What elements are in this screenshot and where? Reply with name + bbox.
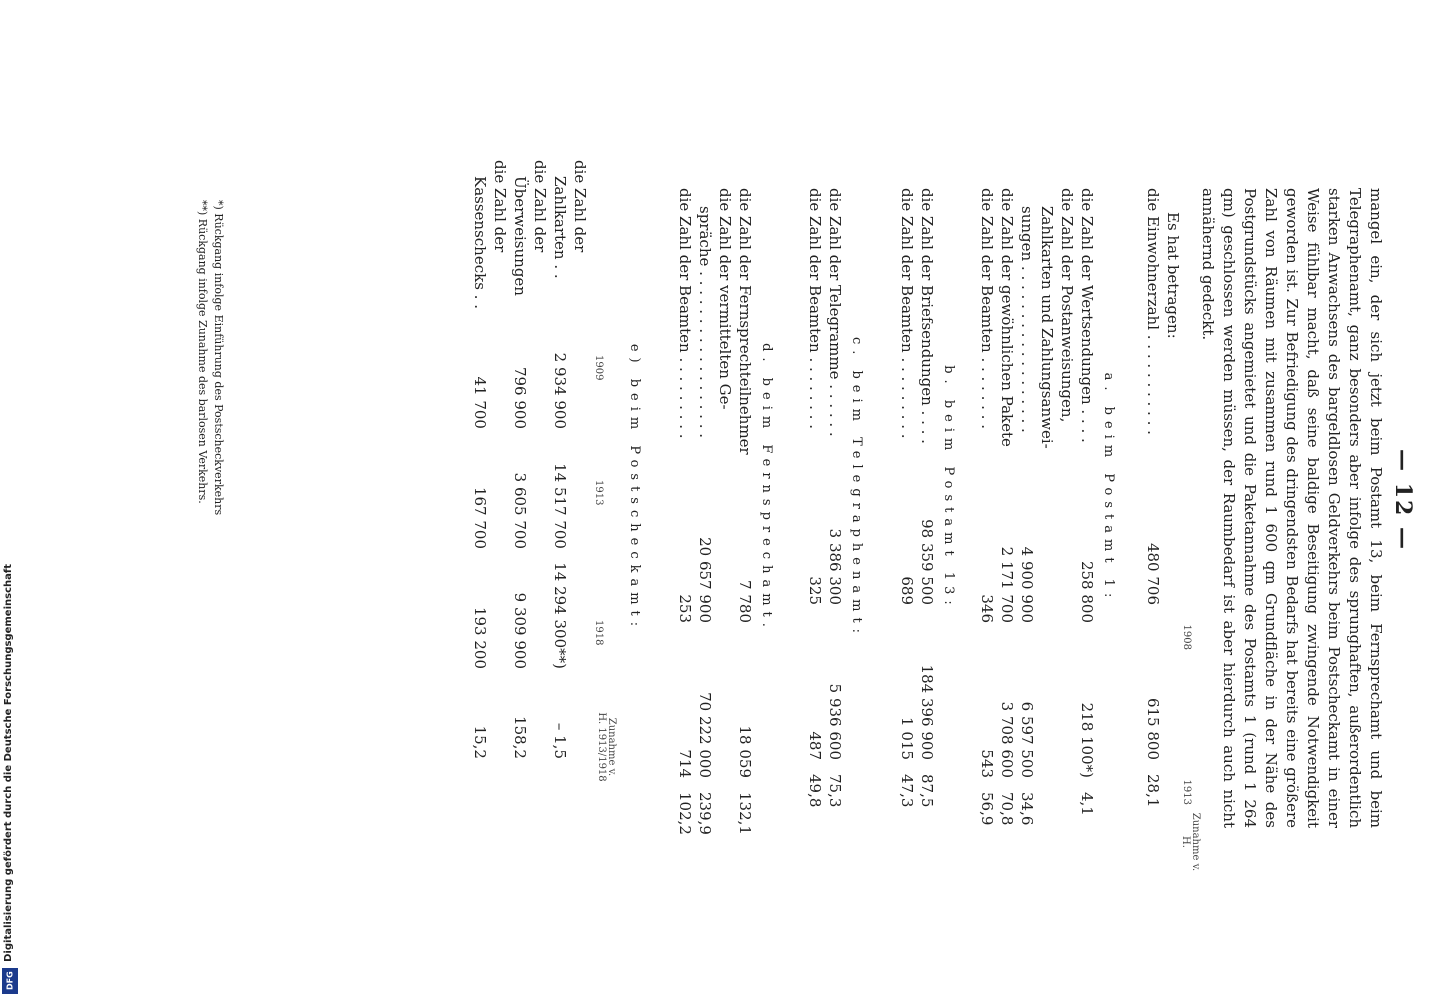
- section-d-table: [676, 188, 756, 872]
- table-row: [491, 160, 511, 759]
- value-1908: 3 386 300: [826, 528, 844, 605]
- value-1918: 193 200: [471, 606, 489, 669]
- value-1908: [716, 468, 736, 623]
- dfg-logo: DFG: [2, 968, 18, 994]
- value-1913: [571, 429, 591, 549]
- col-header-e-zunahme: Zunahme v. H. 1913/1918: [596, 712, 617, 782]
- value-zunahme: 28,1: [1144, 774, 1162, 808]
- value-zunahme: 102,2: [676, 792, 694, 835]
- value-1908: 98 359 500: [918, 519, 936, 605]
- row-label: die Zahl der Beamten . . . . . . . .: [806, 188, 824, 429]
- page-number: — 12 —: [1390, 449, 1416, 551]
- value-1913: 487: [806, 731, 824, 760]
- row-label: die Zahl der: [531, 160, 549, 253]
- value-zunahme: – 1,5: [551, 722, 569, 759]
- row-label: die Zahl der Wertsendungen . . . .: [1078, 188, 1096, 443]
- row-label: die Zahl der Fernsprechteilnehmer: [736, 188, 754, 455]
- value-1913: 167 700: [471, 486, 489, 549]
- table-row: [696, 188, 716, 872]
- table-row: [716, 188, 736, 872]
- value-1913: 3 605 700: [511, 472, 529, 549]
- table-row: [806, 188, 826, 854]
- table-row: [978, 188, 998, 872]
- section-e-table: [471, 160, 591, 759]
- section-a-title: a. beim Postamt 1:: [1101, 372, 1116, 604]
- value-1913: 5 936 600: [826, 683, 844, 760]
- col-header-1913: 1913: [1181, 779, 1192, 805]
- row-label: die Zahl der Beamten . . . . . . . . .: [898, 188, 916, 439]
- sidebar-attribution: [0, 564, 22, 1000]
- table-row: [1058, 188, 1078, 872]
- table-row: [998, 188, 1018, 872]
- row-label: die Zahl der Beamten . . . . . . . . .: [676, 188, 694, 439]
- col-header-e-1918: 1918: [593, 620, 604, 646]
- value-zunahme: 75,3: [826, 774, 844, 808]
- row-label: spräche . . . . . . . . . . . . . . . . . .: [696, 206, 714, 439]
- value-1918: [571, 549, 591, 669]
- row-label: die Zahl der: [571, 160, 589, 253]
- footnotes: [194, 200, 226, 515]
- value-zunahme: 15,2: [471, 725, 489, 759]
- section-e-title: e) beim Postscheckamt:: [627, 343, 642, 633]
- row-label: die Zahl der Briefsendungen . . . .: [918, 188, 936, 444]
- col-header-zunahme: Zunahme v. H.: [1180, 812, 1201, 872]
- population-table: [1144, 188, 1164, 854]
- value-1909: [531, 309, 551, 429]
- value-1913: 3 708 600: [998, 701, 1016, 778]
- section-b-title: b. beim Postamt 13:: [941, 365, 956, 611]
- row-label: die Zahl der: [491, 160, 509, 253]
- value-1909: [571, 309, 591, 429]
- value-1918: [531, 549, 551, 669]
- value-zunahme: [491, 669, 511, 759]
- table-row: [898, 188, 918, 854]
- footnote-1: *) Rückgang infolge Einführung des Postscheckverkehrs: [212, 200, 225, 516]
- value-1913: 18 059: [736, 725, 754, 778]
- value-1918: 14 294 300**): [551, 562, 569, 669]
- value-1913: [491, 429, 511, 549]
- value-zunahme: 34,6: [1018, 792, 1036, 826]
- value-zunahme: 47,3: [898, 774, 916, 808]
- row-label: die Zahl der gewöhnlichen Pakete: [998, 188, 1016, 447]
- table-row: [826, 188, 846, 854]
- col-header-1908: 1908: [1181, 624, 1192, 650]
- value-zunahme: 158,2: [511, 716, 529, 759]
- row-label: die Zahl der Postanweisungen,: [1058, 188, 1076, 423]
- value-zunahme: 49,8: [806, 774, 824, 808]
- value-1909: 41 700: [471, 376, 489, 429]
- intro-paragraph: [1197, 188, 1386, 828]
- row-label: Kassenschecks . .: [471, 176, 489, 309]
- value-1908: [1038, 468, 1058, 623]
- value-1909: 2 934 900: [551, 352, 569, 429]
- table-row: [918, 188, 938, 854]
- table-row: [1018, 188, 1038, 872]
- section-c-title: c. beim Telegraphenamt:: [849, 336, 864, 640]
- value-1918: [491, 549, 511, 669]
- value-1913: 615 800: [1144, 697, 1162, 760]
- value-zunahme: [1038, 778, 1058, 872]
- value-1918: 9 309 900: [511, 592, 529, 669]
- table-row: [676, 188, 696, 872]
- value-1913: 70 222 000: [696, 692, 714, 778]
- footnote-2: **) Rückgang infolge Zunahme des barlosen Verkehrs.: [196, 200, 209, 504]
- table-row: [531, 160, 551, 759]
- value-zunahme: [716, 778, 736, 872]
- value-1913: 714: [676, 749, 694, 778]
- value-zunahme: [531, 669, 551, 759]
- table-row: [471, 160, 491, 759]
- value-1908: 20 657 900: [696, 537, 714, 623]
- table-row: [511, 160, 531, 759]
- value-1908: 346: [978, 594, 996, 623]
- value-1913: [1058, 623, 1078, 778]
- row-label: die Zahl der Telegramme . . . . . .: [826, 188, 844, 437]
- value-1908: 2 171 700: [998, 546, 1016, 623]
- value-zunahme: 56,9: [978, 792, 996, 826]
- value-1908: 689: [898, 576, 916, 605]
- value-zunahme: [1058, 778, 1078, 872]
- section-a-table: [978, 188, 1098, 872]
- value-zunahme: 4,1: [1078, 792, 1096, 816]
- value-1909: [491, 309, 511, 429]
- section-d-title: d. beim Fernsprechamt.: [759, 343, 774, 633]
- value-1913: [716, 623, 736, 778]
- value-zunahme: 239,9: [696, 792, 714, 835]
- value-zunahme: 87,5: [918, 774, 936, 808]
- section-b-table: [898, 188, 938, 854]
- sidebar-text: Digitalisierung gefördert durch die Deutsche Forschungsgemeinschaft: [3, 564, 14, 962]
- value-1908: 4 900 900: [1018, 546, 1036, 623]
- value-1913: 6 597 500: [1018, 701, 1036, 778]
- intro-text: mangel ein, der sich jetzt beim Postamt 13, beim Fernsprechamt und beim Telegraphenamt, ganz besonders aber infolge des sprunghaften, außerordentlich starken Anwachsens des bargeldlosen Geldverkehrs beim Postscheckamt in einer Weise fühlbar macht, daß seine baldige Beseitigung zwingende Notwendigkeit geworden ist. Zur Befriedigung des dringendsten Bedarfs hat bereits eine größere Zahl von Räumen mit zusammen rund 1 600 qm Grundfläche in der Nähe des Postgrundstücks angemietet und die Paketannahme des Postamts 1 (rund 1 264 qm) geschlossen werden müssen, der Raumbedarf ist aber hierdurch auch nicht annähernd gedeckt.: [1199, 188, 1385, 828]
- value-1913: 184 396 900: [918, 664, 936, 760]
- row-label: die Zahl der vermittelten Ge-: [716, 188, 734, 410]
- table-row: [1144, 188, 1164, 854]
- table-row: [571, 160, 591, 759]
- value-1908: 325: [806, 576, 824, 605]
- row-label: Überweisungen: [511, 176, 529, 296]
- value-1913: 218 100*): [1078, 702, 1096, 778]
- table-row: [1078, 188, 1098, 872]
- value-zunahme: [571, 669, 591, 759]
- section-c-table: [806, 188, 846, 854]
- row-label: die Zahl der Beamten . . . . . . . .: [978, 188, 996, 429]
- row-label: Zahlkarten und Zahlungsanwei-: [1038, 206, 1056, 449]
- value-1913: [531, 429, 551, 549]
- value-zunahme: 132,1: [736, 792, 754, 835]
- value-1908: [1058, 468, 1078, 623]
- value-1913: 1 015: [898, 717, 916, 760]
- table-row: [736, 188, 756, 872]
- value-1913: [1038, 623, 1058, 778]
- row-label: Zahlkarten . .: [551, 176, 569, 279]
- value-1908: 253: [676, 594, 694, 623]
- col-header-e-1909: 1909: [593, 355, 604, 381]
- value-1913: 543: [978, 749, 996, 778]
- statement: Es hat betragen:: [1164, 212, 1182, 339]
- value-1908: 480 706: [1144, 542, 1162, 605]
- col-header-e-1913: 1913: [593, 480, 604, 506]
- value-zunahme: 70,8: [998, 792, 1016, 826]
- value-1908: 258 800: [1078, 560, 1096, 623]
- row-label: die Einwohnerzahl . . . . . . . . . . .: [1144, 188, 1162, 435]
- table-row: [1038, 188, 1058, 872]
- table-row: [551, 160, 571, 759]
- value-1913: 14 517 700: [551, 463, 569, 549]
- value-1909: 796 900: [511, 366, 529, 429]
- value-1908: 7 780: [736, 580, 754, 623]
- row-label: sungen . . . . . . . . . . . . . . . . . .: [1018, 206, 1036, 433]
